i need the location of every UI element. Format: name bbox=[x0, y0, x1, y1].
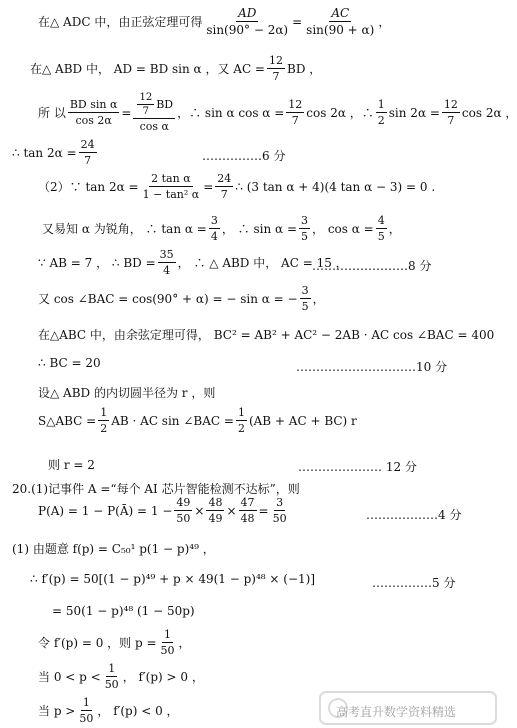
score-mark: ………………4 分 bbox=[366, 508, 462, 522]
line-fp: (1) 由题意 f(p) = C₅₀¹ p(1 − p)⁴⁹ ， bbox=[12, 542, 215, 556]
fraction: $\frac{35}{4}$ bbox=[159, 248, 174, 277]
line-bd: ∵ AB = 7 ， ∴ BD = $\frac{35}{4}$ ， ∴ △ ABD 中， AC = 15 ， bbox=[38, 248, 348, 277]
fraction: $\frac{1}{50}$ bbox=[160, 628, 175, 657]
line-acute: 又易知 α 为锐角， ∴ tan α = $\frac{3}{4}$ ， ∴ sin α = $\frac{3}{5}$ ， cos α = $\frac{4}{5}$ ， bbox=[42, 214, 401, 243]
score-mark: ………………… 12 分 bbox=[298, 460, 417, 474]
line-decreasing: 当 p > $\frac{1}{50}$ ， f′(p) < 0 ， bbox=[38, 696, 179, 725]
fraction: $\frac{AC}{\sin(90 + \alpha)}$ bbox=[306, 6, 375, 37]
text: 在△ ADC 中，由正弦定理可得 bbox=[38, 15, 203, 29]
fraction: $\frac{AD}{\sin(90^\circ - 2\alpha)}$ bbox=[206, 6, 289, 37]
fraction: $\frac{3}{4}$ bbox=[210, 214, 218, 243]
fraction: $\frac{49}{50}$ bbox=[176, 496, 191, 525]
line-adc-sine-law: 在△ ADC 中，由正弦定理可得 $\frac{AD}{\sin(90^\circ - 2\alpha)}$ = $\frac{AC}{\sin(90 + \alpha)}$ ， bbox=[38, 6, 391, 37]
fraction: $\frac{3}{50}$ bbox=[272, 496, 287, 525]
line-simplified: = 50(1 − p)⁴⁸ (1 − 50p) bbox=[52, 604, 195, 618]
line-bc: ∴ BC = 20 bbox=[38, 356, 101, 370]
line-increasing: 当 0 < p < $\frac{1}{50}$ ， f′(p) > 0 ， bbox=[38, 662, 204, 691]
fraction: $\frac{12}{7}$ bbox=[443, 98, 458, 127]
line-cos-bac: 又 cos ∠BAC = cos(90° + α) = − sin α = − $\frac{3}{5}$ ， bbox=[38, 284, 325, 313]
score-mark: ……………5 分 bbox=[372, 576, 456, 590]
line-cosine-law: 在△ABC 中，由余弦定理可得， BC² = AB² + AC² − 2AB · AC cos ∠BAC = 400 bbox=[38, 328, 495, 342]
fraction: $\frac{3}{5}$ bbox=[301, 284, 309, 313]
score-mark: ……………6 分 bbox=[202, 149, 286, 163]
fraction: $\frac{12}{7}$ bbox=[288, 98, 303, 127]
line-area: S△ABC = $\frac{1}{2}$ AB · AC sin ∠BAC = $\frac{1}{2}$ (AB + AC + BC) r bbox=[38, 406, 357, 435]
fraction: $\frac{12}{7}$ bbox=[269, 54, 283, 83]
line-critical: 令 f′(p) = 0 ，则 p = $\frac{1}{50}$ ， bbox=[38, 628, 191, 657]
fraction: $\frac{3}{5}$ bbox=[301, 214, 309, 243]
fraction: $\frac{24}{7}$ bbox=[80, 138, 95, 167]
fraction: $\frac{1}{2}$ bbox=[377, 98, 385, 127]
score-mark: ……………………8 分 bbox=[312, 259, 432, 273]
fraction: $\frac{24}{7}$ bbox=[217, 172, 232, 201]
fraction: $\frac{4}{5}$ bbox=[377, 214, 385, 243]
fraction: $\frac{\text{2 tan α}}{\text{1 − tan² α}}$ bbox=[142, 172, 200, 201]
fraction: $\frac{47}{48}$ bbox=[240, 496, 255, 525]
fraction: $\frac{48}{49}$ bbox=[208, 496, 223, 525]
line-q20: 20.(1)记事件 A =“每个 AI 芯片智能检测不达标”，则 bbox=[12, 482, 300, 496]
line-r: 则 r = 2 bbox=[48, 458, 95, 472]
line-abd: 在△ ABD 中， AD = BD sin α ，又 AC = $\frac{12}{7}$ BD ， bbox=[30, 54, 322, 83]
line-tan2a: ∴ tan 2α = $\frac{24}{7}$ bbox=[12, 138, 95, 167]
fraction: $\frac{\text{BD sin α}}{\cos 2\alpha}$ bbox=[69, 98, 118, 127]
watermark-text: 高考直升数学资料精选 bbox=[336, 705, 457, 719]
line-incircle: 设△ ABD 的内切圆半径为 r ，则 bbox=[38, 386, 216, 400]
fraction: $\frac{1}{2}$ bbox=[100, 406, 108, 435]
line-part2: （2）∵ tan 2α = $\frac{\text{2 tan α}}{\text{1 − tan² α}}$ = $\frac{24}{7}$ ∴ (3 tan α + 4)(4 tan α − 3) = 0 . bbox=[38, 172, 436, 201]
fraction: $\frac{1}{50}$ bbox=[79, 696, 94, 725]
line-so-that: 所 以 $\frac{\text{BD sin α}}{\cos 2\alpha}$ = $\frac{12}{7}$ BD cos α ，∴ sin α cos α = $\frac{12}{7}$ cos 2α ，∴ $\frac{1}{2}$ sin 2α = $\frac{12}{7}$ cos 2α ， bbox=[38, 92, 517, 133]
line-fprime: ∴ f′(p) = 50[(1 − p)⁴⁹ + p × 49(1 − p)⁴⁸ × (−1)] bbox=[30, 572, 315, 586]
compound-fraction: $\frac{12}{7}$ BD cos α bbox=[133, 92, 175, 133]
score-mark: …………………………10 分 bbox=[296, 360, 448, 374]
line-prob: P(A) = 1 − P(Ā) = 1 − $\frac{49}{50}$ × $\frac{48}{49}$ × $\frac{47}{48}$ = $\frac{3}{50}$ bbox=[38, 496, 287, 525]
fraction: $\frac{1}{50}$ bbox=[104, 662, 119, 691]
fraction: $\frac{1}{2}$ bbox=[237, 406, 245, 435]
